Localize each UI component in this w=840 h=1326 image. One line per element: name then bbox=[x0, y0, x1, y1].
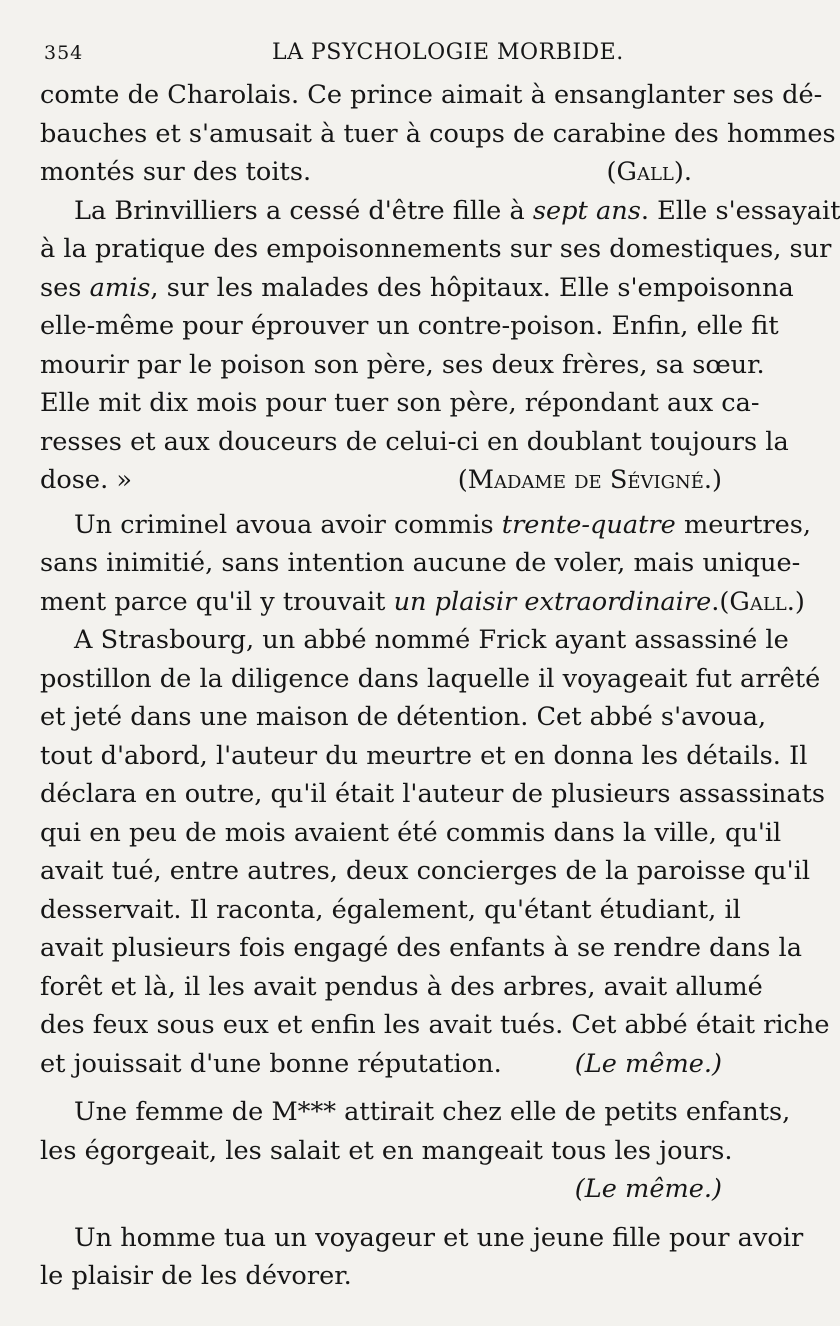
text-line: dose. » (Madame de Sévigné.) bbox=[40, 461, 762, 500]
page-header bbox=[0, 32, 800, 72]
text-line: qui en peu de mois avaient été commis dans la ville, qu'il bbox=[40, 817, 782, 848]
text-line: ment parce qu'il y trouvait un plaisir extraordinaire. (Gall.) bbox=[40, 583, 762, 622]
page-number: 354 bbox=[44, 42, 84, 64]
text-line: tout d'abord, l'auteur du meurtre et en donna les détails. Il bbox=[40, 740, 808, 771]
text-line: Un criminel avoua avoir commis trente-quatre meurtres, bbox=[74, 509, 812, 540]
attribution: (Le même.) bbox=[574, 1048, 722, 1079]
text-line: mourir par le poison son père, ses deux frères, sa sœur. bbox=[40, 349, 765, 380]
running-title: LA PSYCHOLOGIE MORBIDE. bbox=[272, 40, 624, 65]
text-line: Elle mit dix mois pour tuer son père, répondant aux ca- bbox=[40, 388, 760, 418]
attribution: (Madame de Sévigné.) bbox=[457, 465, 722, 495]
text-line: les égorgeait, les salait et en mangeait tous les jours. bbox=[40, 1135, 733, 1166]
text-line: comte de Charolais. Ce prince aimait à ensanglanter ses dé- bbox=[40, 80, 823, 110]
text-line: resses et aux douceurs de celui-ci en doublant toujours la bbox=[40, 426, 789, 457]
text-line: le plaisir de les dévorer. bbox=[40, 1261, 352, 1291]
text-line: ses amis, sur les malades des hôpitaux. Elle s'empoisonna bbox=[40, 272, 794, 303]
attribution: (Le même.) bbox=[574, 1174, 722, 1204]
text-line: Une femme de M*** attirait chez elle de petits enfants, bbox=[74, 1097, 791, 1127]
attribution: (Gall.) bbox=[719, 586, 805, 617]
text-line: et jouissait d'une bonne réputation. (Le même.) bbox=[40, 1045, 762, 1084]
text-line bbox=[40, 1170, 762, 1209]
attribution: (Gall). bbox=[606, 157, 692, 187]
body-text bbox=[40, 76, 840, 1296]
text-line: bauches et s'amusait à tuer à coups de carabine des hommes bbox=[40, 118, 836, 149]
text-line: elle-même pour éprouver un contre-poison. Enfin, elle fit bbox=[40, 311, 779, 341]
text-line: et jeté dans une maison de détention. Cet abbé s'avoua, bbox=[40, 702, 767, 732]
text-line: avait tué, entre autres, deux concierges de la paroisse qu'il bbox=[40, 856, 811, 886]
text-line: déclara en outre, qu'il était l'auteur de plusieurs assassinats bbox=[40, 779, 826, 809]
text-line: à la pratique des empoisonnements sur ses domestiques, sur bbox=[40, 234, 832, 264]
text-line: Un homme tua un voyageur et une jeune fille pour avoir bbox=[74, 1222, 804, 1253]
text-line: La Brinvilliers a cessé d'être fille à sept ans. Elle s'essayait bbox=[74, 195, 840, 226]
text-line: sans inimitié, sans intention aucune de voler, mais unique- bbox=[40, 548, 801, 578]
text-line: postillon de la diligence dans laquelle il voyageait fut arrêté bbox=[40, 663, 821, 694]
text-line: avait plusieurs fois engagé des enfants à se rendre dans la bbox=[40, 933, 802, 963]
text-line: montés sur des toits. (Gall). bbox=[40, 153, 762, 192]
text-line: A Strasbourg, un abbé nommé Frick ayant assassiné le bbox=[74, 625, 789, 655]
text-line: des feux sous eux et enfin les avait tués. Cet abbé était riche bbox=[40, 1010, 830, 1040]
text-line: desservait. Il raconta, également, qu'étant étudiant, il bbox=[40, 894, 741, 925]
text-line: forêt et là, il les avait pendus à des arbres, avait allumé bbox=[40, 971, 763, 1002]
